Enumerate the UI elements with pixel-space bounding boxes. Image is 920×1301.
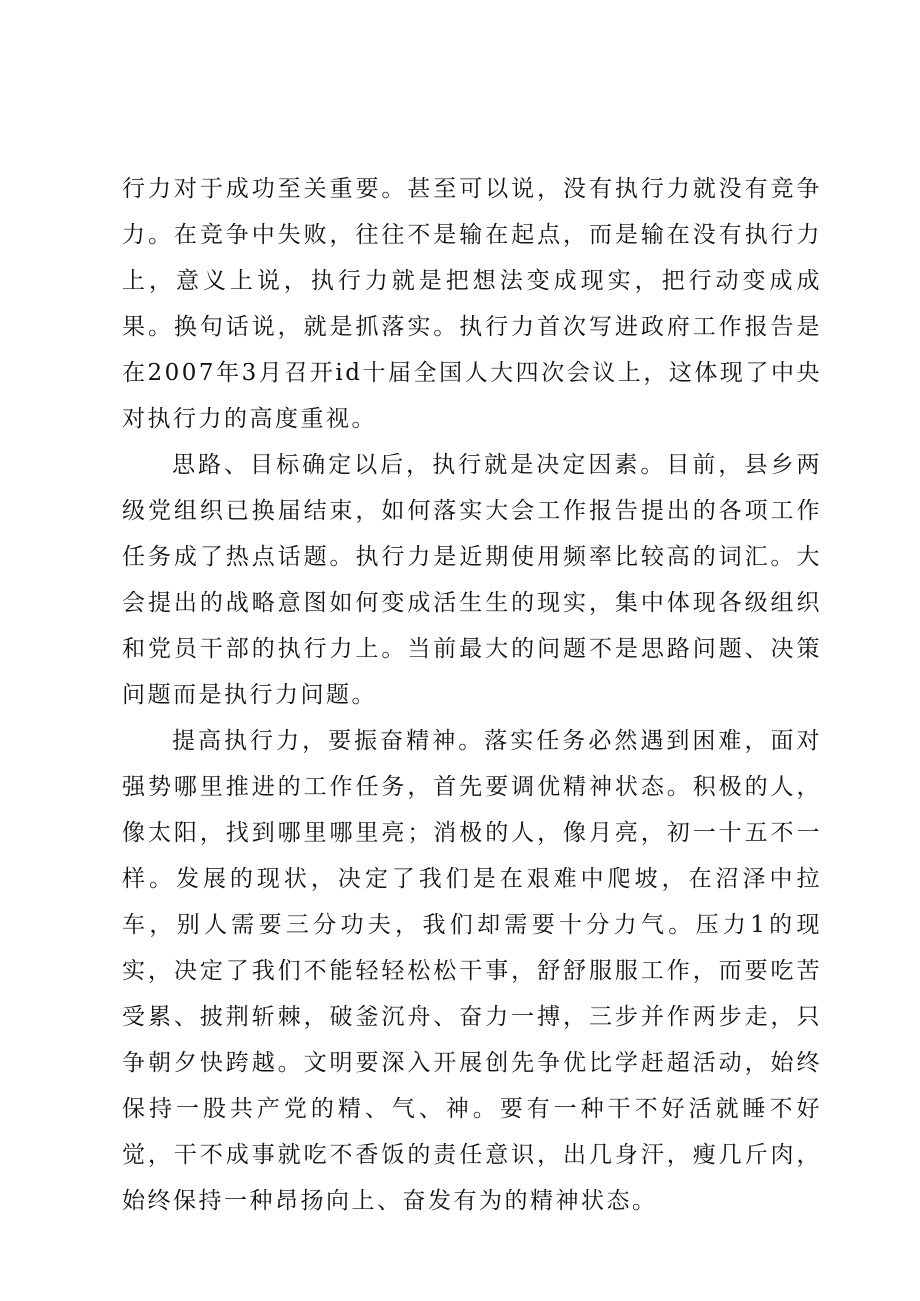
paragraph-continuation: 行力对于成功至关重要。甚至可以说，没有执行力就没有竞争力。在竞争中失败，往往不是输在起点，而是输在没有执行力上，意义上说，执行力就是把想法变成现实，把行动变成成果。换句话说，就是抓落实。执行力首次写进政府工作报告是在2007年3月召开id十届全国人大四次会议上，这体现了中央对执行力的高度重视。 [122, 176, 822, 432]
paragraph-boost-spirit: 提高执行力，要振奋精神。落实任务必然遇到困难，面对强势哪里推进的工作任务，首先要调优精神状态。积极的人，像太阳，找到哪里哪里亮；消极的人，像月亮，初一十五不一样。发展的现状，决定了我们是在艰难中爬坡，在沼泽中拉车，别人需要三分功夫，我们却需要十分力气。压力1的现实，决定了我们不能轻轻松松干事，舒舒服服工作，而要吃苦受累、披荆斩棘，破釜沉舟、奋力一搏，三步并作两步走，只争朝夕快跨越。文明要深入开展创先争优比学赶超活动，始终保持一股共产党的精、气、神。要有一种干不好活就睡不好觉，干不成事就吃不香饭的责任意识，出几身汗，瘦几斤肉，始终保持一种昂扬向上、奋发有为的精神状态。 [122, 728, 822, 1214]
paragraph-execution-decisive: 思路、目标确定以后，执行就是决定因素。目前，县乡两级党组织已换届结束，如何落实大会工作报告提出的各项工作任务成了热点话题。执行力是近期使用频率比较高的词汇。大会提出的战略意图如何变成活生生的现实，集中体现各级组织和党员干部的执行力上。当前最大的问题不是思路问题、决策问题而是执行力问题。 [122, 452, 822, 708]
document-body [122, 166, 822, 1224]
